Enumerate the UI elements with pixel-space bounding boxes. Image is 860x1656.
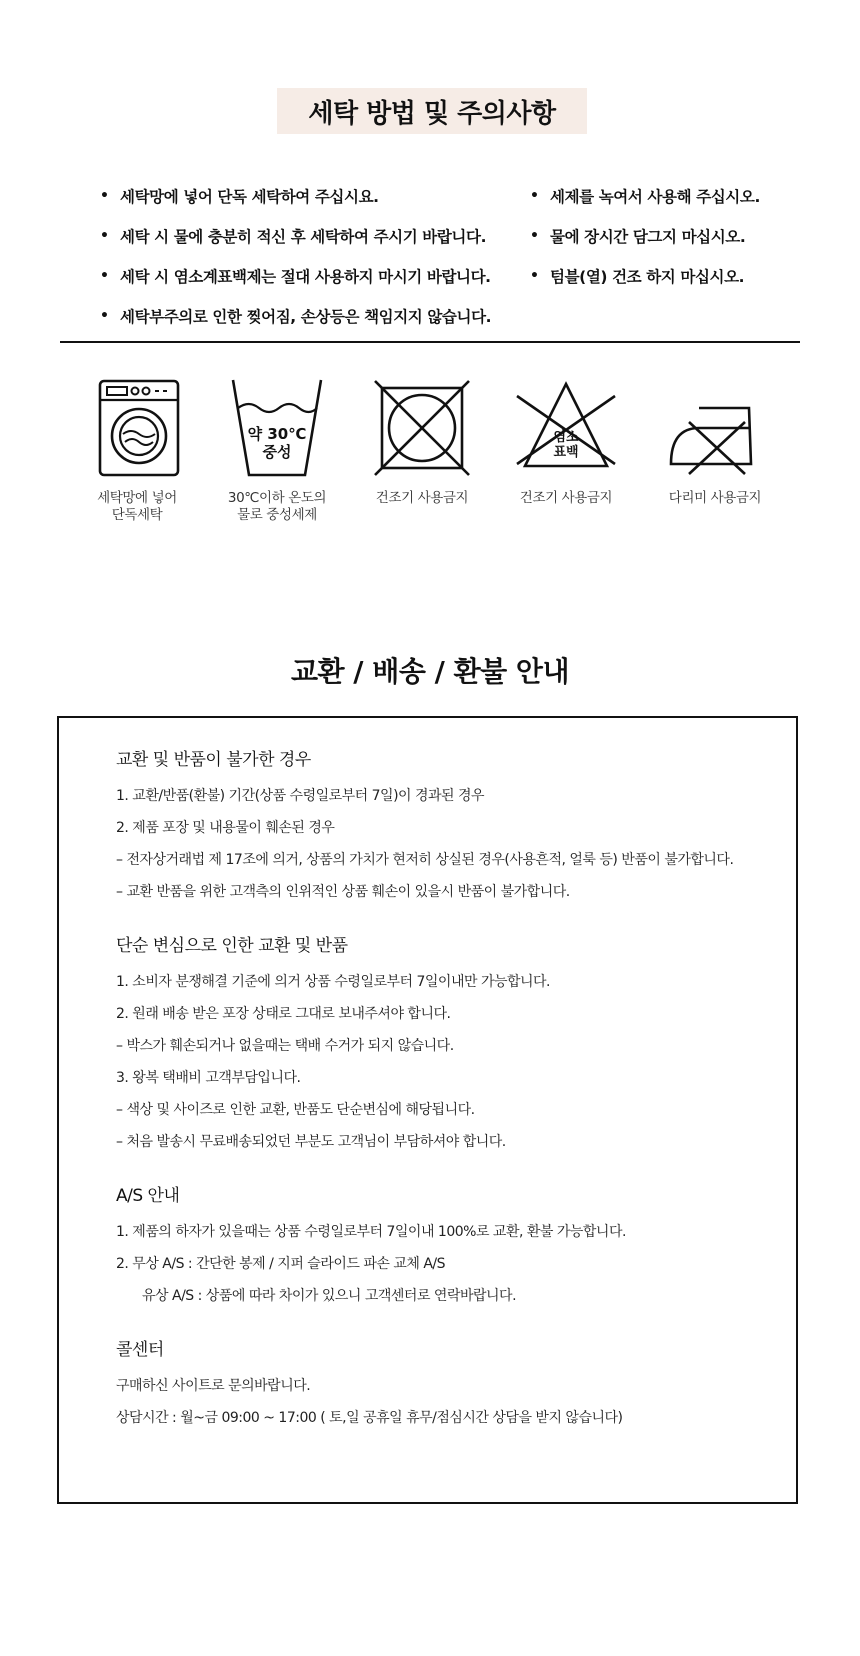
policy-line: 3. 왕복 택배비 고객부담입니다.: [116, 1070, 301, 1086]
no-iron-icon: [665, 378, 765, 478]
bleach-label: 표백: [553, 445, 579, 460]
policy-line: 구매하신 사이트로 문의바랍니다.: [116, 1378, 311, 1394]
symbol-caption: 30℃이하 온도의 물로 중성세제: [227, 490, 327, 523]
policy-line: 유상 A/S : 상품에 따라 차이가 있으니 고객센터로 연락바랍니다.: [142, 1288, 517, 1304]
policy-line: 2. 원래 배송 받은 포장 상태로 그대로 보내주셔야 합니다.: [116, 1006, 451, 1022]
symbol-caption: 다리미 사용금지: [668, 490, 762, 506]
symbol-no-iron: [650, 378, 780, 507]
policy-line: 1. 제품의 하자가 있을때는 상품 수령일로부터 7일이내 100%로 교환, 환불 가능합니다.: [116, 1224, 626, 1240]
policy-line: – 박스가 훼손되거나 없을때는 택배 수거가 되지 않습니다.: [116, 1038, 454, 1054]
policy-section-no-return: [116, 740, 776, 908]
policy-line: 상담시간 : 월~금 09:00 ~ 17:00 ( 토,일 공휴일 휴무/점심시간 상담을 받지 않습니다): [116, 1410, 623, 1426]
policy-line: 2. 제품 포장 및 내용물이 훼손된 경우: [116, 820, 335, 836]
policy-section-change-of-mind: [116, 926, 776, 1158]
policy-section-as: [116, 1176, 776, 1312]
policy-section-call-center: [116, 1330, 776, 1434]
bullet: •: [100, 228, 109, 244]
policy-line: 1. 교환/반품(환불) 기간(상품 수령일로부터 7일)이 경과된 경우: [116, 788, 485, 804]
policy-heading: 단순 변심으로 인한 교환 및 반품: [116, 936, 348, 956]
care-item: • 세탁망에 넣어 단독 세탁하여 주십시요.: [100, 188, 379, 206]
policy-line: – 처음 발송시 무료배송되었던 부분도 고객님이 부담하셔야 합니다.: [116, 1134, 506, 1150]
bullet: •: [530, 228, 539, 244]
symbol-caption: 세탁망에 넣어 단독세탁: [97, 490, 177, 523]
no-bleach-icon: [511, 378, 621, 478]
care-item: • 세탁부주의로 인한 찢어짐, 손상등은 책임지지 않습니다.: [100, 308, 492, 326]
policy-line: 2. 무상 A/S : 간단한 봉제 / 지퍼 슬라이드 파손 교체 A/S: [116, 1256, 446, 1272]
neutral-label: 중성: [262, 443, 292, 461]
care-title: 세탁 방법 및 주의사항: [277, 88, 587, 134]
bullet: •: [100, 188, 109, 204]
policy-line: – 색상 및 사이즈로 인한 교환, 반품도 단순변심에 해당됩니다.: [116, 1102, 475, 1118]
symbol-caption: 건조기 사용금지: [519, 490, 613, 506]
symbol-wash-net: [72, 378, 202, 524]
symbol-caption: 건조기 사용금지: [375, 490, 469, 506]
policy-heading: 교환 및 반품이 불가한 경우: [116, 750, 311, 770]
symbol-water-temp: [212, 378, 342, 524]
symbol-no-dryer: [357, 378, 487, 507]
section-divider: [60, 341, 800, 343]
symbol-no-bleach: [501, 378, 631, 507]
care-item: • 텀블(열) 건조 하지 마십시오.: [530, 268, 745, 286]
bullet: •: [100, 308, 109, 324]
temp-label: 약 30℃: [247, 425, 307, 443]
bullet: •: [530, 188, 539, 204]
bullet: •: [100, 268, 109, 284]
policy-line: – 전자상거래법 제 17조에 의거, 상품의 가치가 현저히 상실된 경우(사용흔적, 얼룩 등) 반품이 불가합니다.: [116, 852, 734, 868]
policy-heading: A/S 안내: [116, 1186, 180, 1206]
policy-line: – 교환 반품을 위한 고객측의 인위적인 상품 훼손이 있을시 반품이 불가합니다.: [116, 884, 570, 900]
care-list-left: [100, 176, 491, 336]
washing-machine-icon: [92, 378, 182, 478]
policy-heading: 콜센터: [116, 1340, 164, 1360]
care-item: • 세제를 녹여서 사용해 주십시오.: [530, 188, 760, 206]
care-item: • 물에 장시간 담그지 마십시오.: [530, 228, 746, 246]
policy-line: 1. 소비자 분쟁해결 기준에 의거 상품 수령일로부터 7일이내만 가능합니다.: [116, 974, 551, 990]
bullet: •: [530, 268, 539, 284]
care-item: • 세탁 시 염소계표백제는 절대 사용하지 마시기 바랍니다.: [100, 268, 491, 286]
care-item: • 세탁 시 물에 충분히 적신 후 세탁하여 주시기 바랍니다.: [100, 228, 487, 246]
policy-box: [57, 716, 798, 1504]
wash-tub-icon: [227, 378, 327, 478]
no-tumble-dry-icon: [372, 378, 472, 478]
chlorine-label: 염소: [553, 430, 579, 445]
care-list-right: [530, 176, 760, 296]
policy-title: 교환 / 배송 / 환불 안내: [290, 655, 570, 688]
